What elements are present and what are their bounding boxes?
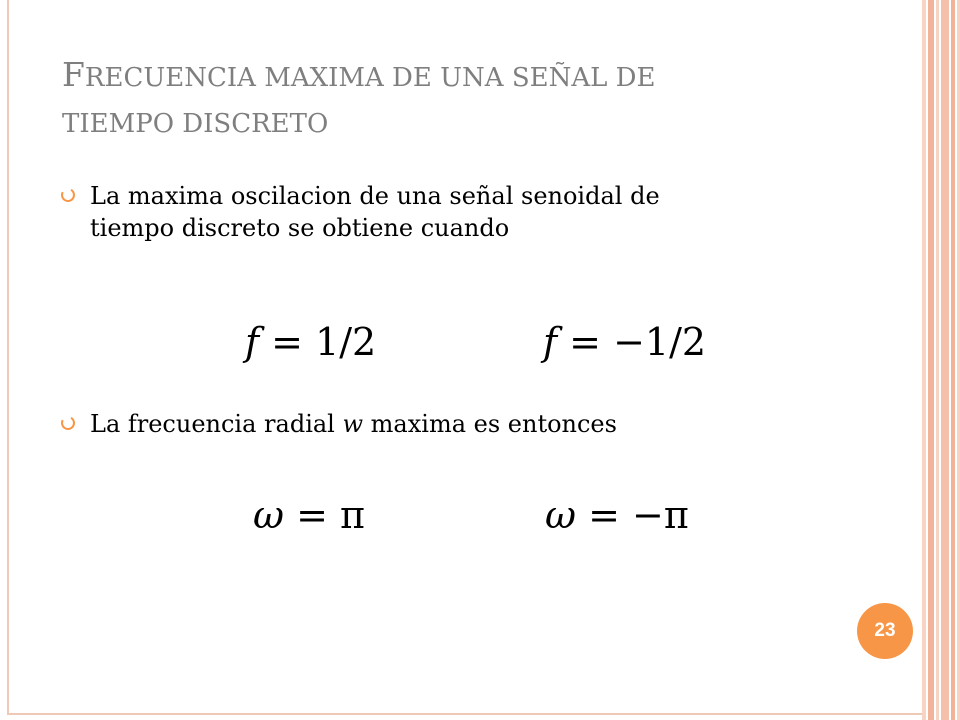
bullet-item-2 [60,408,820,440]
equation-f-positive [245,322,376,362]
bullet-text-line-1: La maxima oscilacion de una señal senoidal de [90,182,660,210]
equation-rhs: = π [284,493,365,537]
page-number-badge [857,603,913,659]
bullet-item-1 [60,180,820,244]
equation-f-negative [543,322,706,362]
title-line-2: TIEMPO DISCRETO [62,109,329,139]
equation-rhs: = 1/2 [259,320,377,364]
stripe [951,0,955,720]
equation-w-positive [253,495,365,535]
equation-rhs: = −1/2 [557,320,707,364]
equation-lhs: ω [253,493,284,537]
equation-lhs: ω [545,493,576,537]
bullet-icon [60,187,76,203]
equation-rhs: = −π [576,493,689,537]
title-line-1 [62,52,862,101]
equation-w-negative [545,495,689,535]
bullet-text [60,180,820,244]
page-number: 23 [874,620,896,641]
bullet-icon [60,415,76,431]
bullet-text-variable: w [342,410,364,438]
bullet-text [60,408,820,440]
equation-lhs: f [245,320,260,364]
stripe [928,0,934,720]
title-initial: F [62,55,85,94]
stripe [922,0,926,720]
equation-lhs: f [543,320,558,364]
bullet-text-before: La frecuencia radial [90,410,343,438]
bullet-text-after: maxima es entonces [363,410,617,438]
stripe [936,0,939,720]
stripe [941,0,949,720]
bullet-text-line-2: tiempo discreto se obtiene cuando [90,214,510,242]
title-line-1-rest: RECUENCIA MAXIMA DE UNA SEÑAL DE [84,63,656,93]
slide-title [62,52,862,147]
